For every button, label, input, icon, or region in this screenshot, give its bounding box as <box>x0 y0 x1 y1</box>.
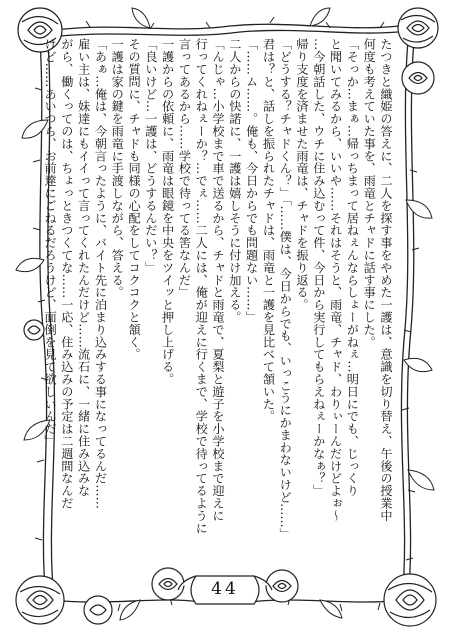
text-line: 行ってくれねぇーか？…でぇ……二人には、俺が迎えに行くまで、学校で待ってるように <box>194 38 209 534</box>
text-line: がら、働くってのは、ちょっときつくてな……一応、住み込みの予定は二週間なんだ <box>59 38 74 510</box>
text-line: 「どうする？チャドくん？」「……僕は、今日からでも、いっこうにかまわないけど……」 <box>278 38 293 541</box>
text-line: 言ってあるから……学校で待ってる筈なんだ」 <box>177 38 192 299</box>
leaf <box>320 600 342 618</box>
body-text <box>43 38 394 583</box>
text-line: と聞いてみるから、いいや……それはそうと、雨竜、チャド、わりぃーんだけどよぉ〜 <box>328 38 343 522</box>
leaf <box>132 8 150 28</box>
text-line: 「そっか…まぁ…帰っちまって居ねぇんならしょーがねぇ…明日にでも、じっくり <box>345 38 360 497</box>
right-vine-2 <box>407 40 414 600</box>
text-line: 「んじゃ…小学校まで車で送るから、チャドと雨竜で、夏梨と遊子を小学校まで迎えに <box>211 38 226 522</box>
leaf <box>408 470 434 490</box>
text-line: 「……ム……。俺も、今日からでも問題ない……」 <box>244 38 259 324</box>
text-line: 二人からの快諾に、一護は嬉しそうに付け加える。 <box>227 38 242 324</box>
rose-right-upper <box>402 62 434 94</box>
right-vine <box>401 40 408 600</box>
text-line: 何度も考えていた事を、雨竜とチャドに話す事にした。 <box>362 38 377 348</box>
text-line: たつきと織姫の答えに、二人を探す事をやめた一護は、意識を切り替え、午後の授業中 <box>379 38 393 522</box>
rose-bottom-left <box>16 576 64 624</box>
leaf <box>406 200 432 218</box>
text-line: 「あぁ…俺は、今朝言ったように、バイト先に泊まり込みする事になってるんだ…… <box>93 38 108 510</box>
page-number: 44 <box>211 579 239 599</box>
top-vine-2 <box>60 30 398 36</box>
text-line: 雇い主は、妹達にもイイって言ってくれたんだけど……流石に、一緒に住み込みな <box>76 38 91 497</box>
rose-bottom-mid-left <box>84 596 112 624</box>
text-line: …今朝話した、ウチに住み込むって件、今日から実行してもらえねぇーかなぁ？」 <box>311 38 326 497</box>
text-line: その質問に、チャドも同様の心配をしてコクコクと頷く。 <box>127 38 142 361</box>
text-line: けど……あいつら、お前達にごねるだろうけど、面倒を見て欲しいんだ」 <box>43 38 58 448</box>
text-line: 一護は家の鍵を雨竜に手渡しながら、答える。 <box>110 38 125 299</box>
text-line: 帰り支度を済ませた雨竜は、チャドを振り返る。 <box>295 38 310 311</box>
text-line: 君は？と、話しを振られたチャドは、雨竜と一護を見比べて頷いた。 <box>261 38 276 423</box>
leaf <box>120 600 140 620</box>
text-line: 「良いけど…一護は、どうするんだい？」 <box>143 38 158 274</box>
top-vine <box>55 24 400 30</box>
text-line: 一護からの依頼に、雨竜は眼鏡を中央をツイッと押し上げる。 <box>160 38 175 386</box>
rose-top-right <box>398 8 438 48</box>
